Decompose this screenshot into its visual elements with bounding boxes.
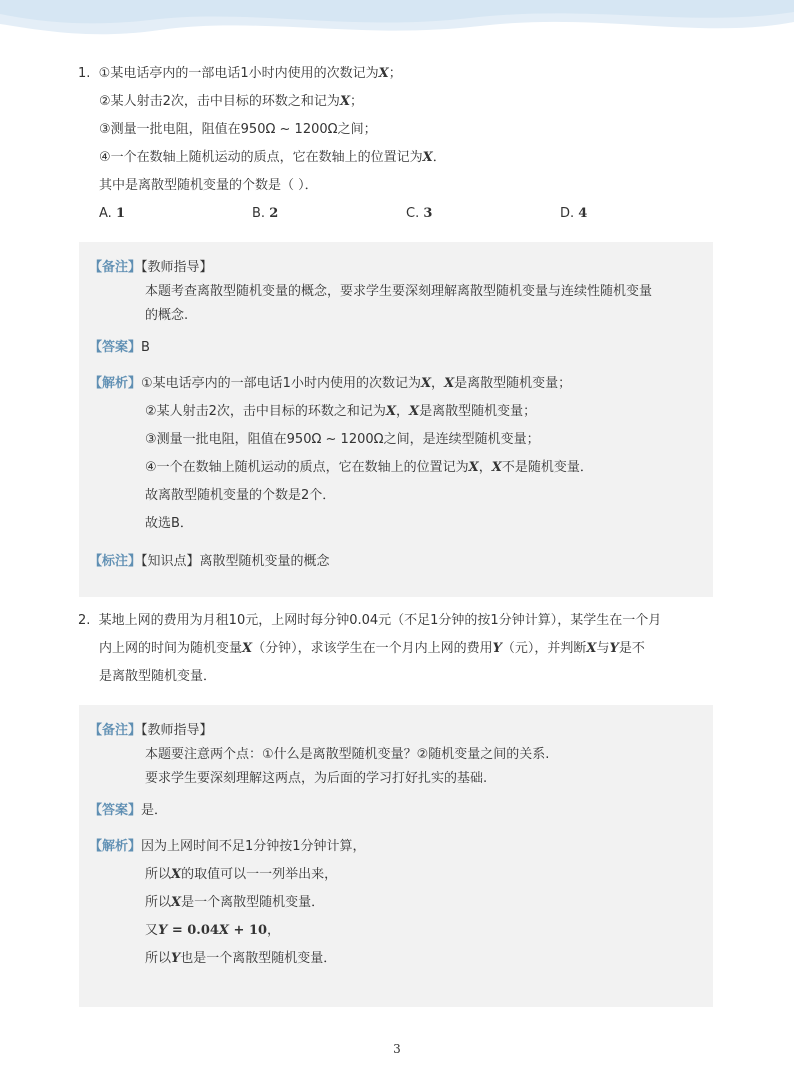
q2-note-line-1: 本题要注意两个点：①什么是离散型随机变量？②随机变量之间的关系. [145,747,550,762]
q1-line-4: ④一个在数轴上随机运动的质点，它在数轴上的位置记为X． [99,150,446,165]
q1-explanation-panel [79,242,713,597]
q1-answer: 【答案】B [89,340,150,355]
q1-note-line-2: 的概念. [145,308,189,323]
q1-note: 【备注】【教师指导】 [89,260,213,275]
q1-analysis-line-6: 故选B． [145,516,193,531]
q2-explanation-panel [79,705,713,1007]
q2-note-line-2: 要求学生要深刻理解这两点，为后面的学习打好扎实的基础. [145,771,488,786]
q2-analysis-line-2: 所以X的取值可以一一列举出来， [145,867,338,882]
q1-analysis-line-5: 故离散型随机变量的个数是2个． [145,488,336,503]
q2-answer: 【答案】是． [89,803,168,818]
q2-analysis-line-1: 【解析】因为上网时间不足1分钟按1分钟计算， [89,839,366,854]
q1-line-1: 1. ①某电话亭内的一部电话1小时内使用的次数记为X； [78,66,402,81]
q1-mark: 【标注】【知识点】离散型随机变量的概念 [89,554,330,569]
q1-option-b[interactable]: B. 2 [252,206,279,221]
q2-note: 【备注】【教师指导】 [89,723,213,738]
header-wave-decoration [0,0,794,60]
q1-analysis-line-3: ③测量一批电阻，阻值在950Ω ~ 1200Ω之间，是连续型随机变量； [145,432,540,447]
q2-line-1: 2. 某地上网的费用为月租10元，上网时每分钟0.04元（不足1分钟的按1分钟计算），某学生在一个月 [78,613,662,628]
q1-option-a[interactable]: A. 1 [99,206,125,221]
q2-analysis-line-3: 所以X是一个离散型随机变量． [145,895,325,910]
page-number: 3 [393,1042,401,1056]
q1-option-c[interactable]: C. 3 [406,206,433,221]
q1-line-3: ③测量一批电阻，阻值在950Ω ~ 1200Ω之间； [99,122,377,137]
q2-analysis-line-5: 所以Y也是一个离散型随机变量． [145,951,337,966]
q1-analysis-line-2: ②某人射击2次，击中目标的环数之和记为X，X是离散型随机变量； [145,404,537,419]
q1-line-2: ②某人射击2次，击中目标的环数之和记为X； [99,94,364,109]
q1-analysis-line-4: ④一个在数轴上随机运动的质点，它在数轴上的位置记为X，X不是随机变量． [145,460,593,475]
q1-note-line-1: 本题考查离散型随机变量的概念，要求学生要深刻理解离散型随机变量与连续性随机变量 [145,284,653,299]
q2-line-3: 是离散型随机变量． [99,669,217,684]
q1-option-d[interactable]: D. 4 [560,206,588,221]
q1-analysis-line-1: 【解析】①某电话亭内的一部电话1小时内使用的次数记为X，X是离散型随机变量； [89,376,572,391]
q1-stem: 其中是离散型随机变量的个数是（ ）． [99,178,318,193]
q2-analysis-line-4: 又Y = 0.04X + 10， [145,923,281,938]
q2-line-2: 内上网的时间为随机变量X（分钟），求该学生在一个月内上网的费用Y（元），并判断X与Y是不 [99,641,645,656]
